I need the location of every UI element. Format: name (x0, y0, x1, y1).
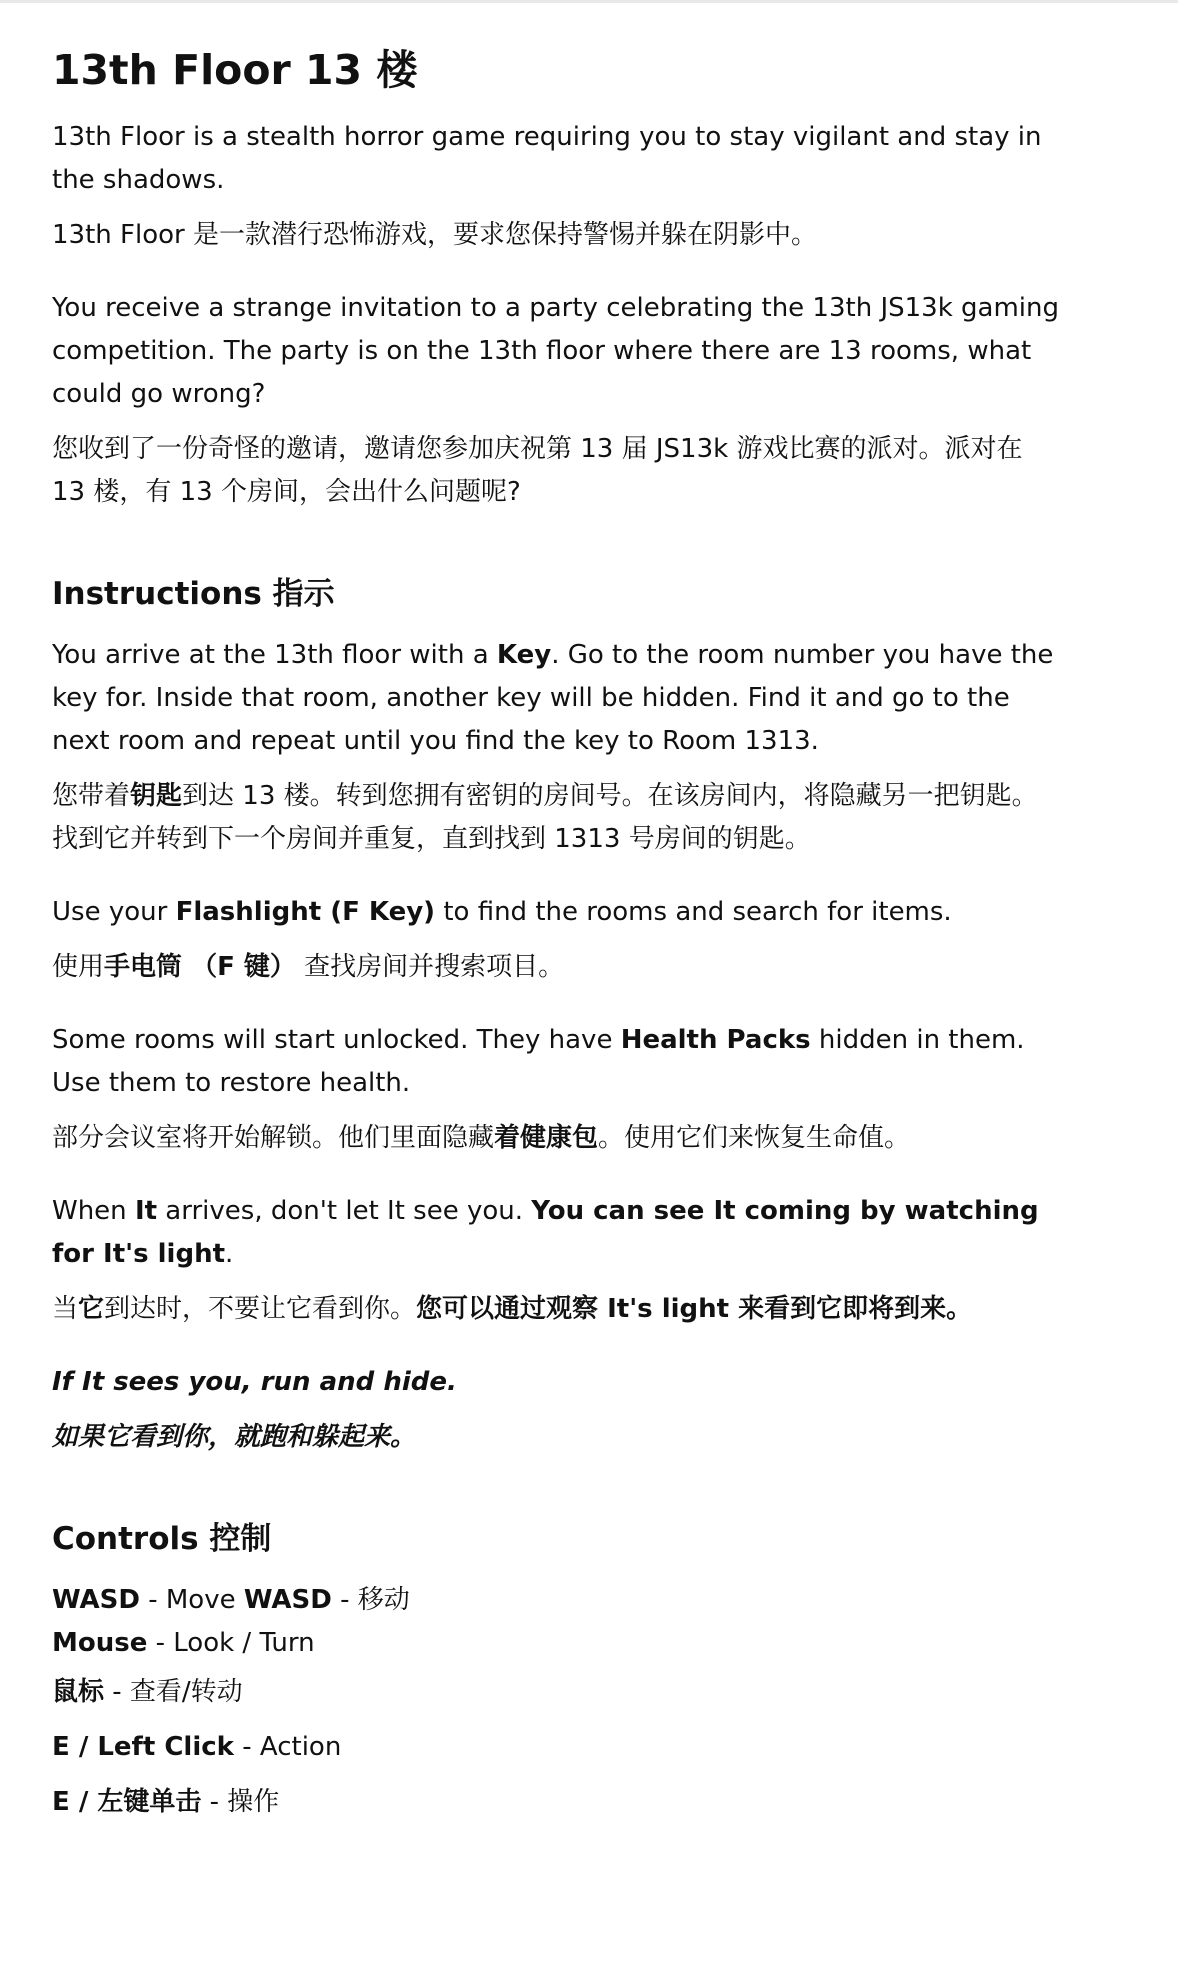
story-zh: 您收到了一份奇怪的邀请，邀请您参加庆祝第 13 届 JS13k 游戏比赛的派对。派对在 13 楼，有 13 个房间，会出什么问题呢? (52, 434, 1023, 507)
game-description (52, 28, 1062, 1824)
flashlight-term-zh: 手电筒 （F 键） (104, 952, 296, 982)
instructions-flashlight-zh: 使用手电筒 （F 键） 查找房间并搜索项目。 (52, 952, 565, 982)
watch-light-tip: You can see It coming by watching for It's light (52, 1196, 1039, 1269)
instructions-flashlight-en: Use your Flashlight (F Key) to find the rooms and search for items. (52, 897, 952, 927)
instructions-key-en: You arrive at the 13th floor with a Key. Go to the room number you have the key for. Inside that room, another key will be hidden. Find it and go to the next room and repeat until you find the key to Room 1313. (52, 640, 1054, 756)
control-look-zh: 鼠标 - 查看/转动 (52, 1677, 243, 1707)
instructions-heading: Instructions 指示 (52, 576, 335, 612)
watch-light-tip-zh: 您可以通过观察 It's light 来看到它即将到来。 (416, 1294, 973, 1324)
health-packs-term-zh: 着健康包 (494, 1123, 599, 1153)
key-term-zh: 钥匙 (130, 781, 183, 811)
instructions-it-en: When It arrives, don't let It see you. You can see It coming by watching for It's light. (52, 1196, 1039, 1269)
control-action-zh: E / 左键单击 - 操作 (52, 1787, 280, 1817)
flashlight-term: Flashlight (F Key) (175, 897, 436, 927)
story-en: You receive a strange invitation to a party celebrating the 13th JS13k gaming competition. The party is on the 13th floor where there are 13 rooms, what could go wrong? (52, 293, 1060, 409)
instructions-it-zh: 当它到达时，不要让它看到你。您可以通过观察 It's light 来看到它即将到来。 (52, 1294, 973, 1324)
instructions-hide-en: If It sees you, run and hide. (52, 1367, 457, 1397)
control-move: WASD - Move WASD - 移动 Mouse - Look / Turn (52, 1585, 410, 1658)
top-divider (0, 0, 1178, 3)
instructions-health-zh: 部分会议室将开始解锁。他们里面隐藏着健康包。使用它们来恢复生命值。 (52, 1123, 911, 1153)
health-packs-term: Health Packs (620, 1025, 811, 1055)
key-term: Key (496, 640, 552, 670)
instructions-hide-zh: 如果它看到你，就跑和躲起来。 (52, 1422, 417, 1452)
instructions-key-zh: 您带着钥匙到达 13 楼。转到您拥有密钥的房间号。在该房间内，将隐藏另一把钥匙。找到它并转到下一个房间并重复，直到找到 1313 号房间的钥匙。 (52, 781, 1038, 854)
instructions-health-en: Some rooms will start unlocked. They have Health Packs hidden in them. Use them to restore health. (52, 1025, 1025, 1098)
control-action-en: E / Left Click - Action (52, 1732, 342, 1762)
page-title: 13th Floor 13 楼 (52, 46, 418, 94)
intro-zh: 13th Floor 是一款潜行恐怖游戏，要求您保持警惕并躲在阴影中。 (52, 220, 817, 250)
controls-heading: Controls 控制 (52, 1521, 272, 1557)
intro-en: 13th Floor is a stealth horror game requiring you to stay vigilant and stay in the shadows. (52, 122, 1042, 195)
